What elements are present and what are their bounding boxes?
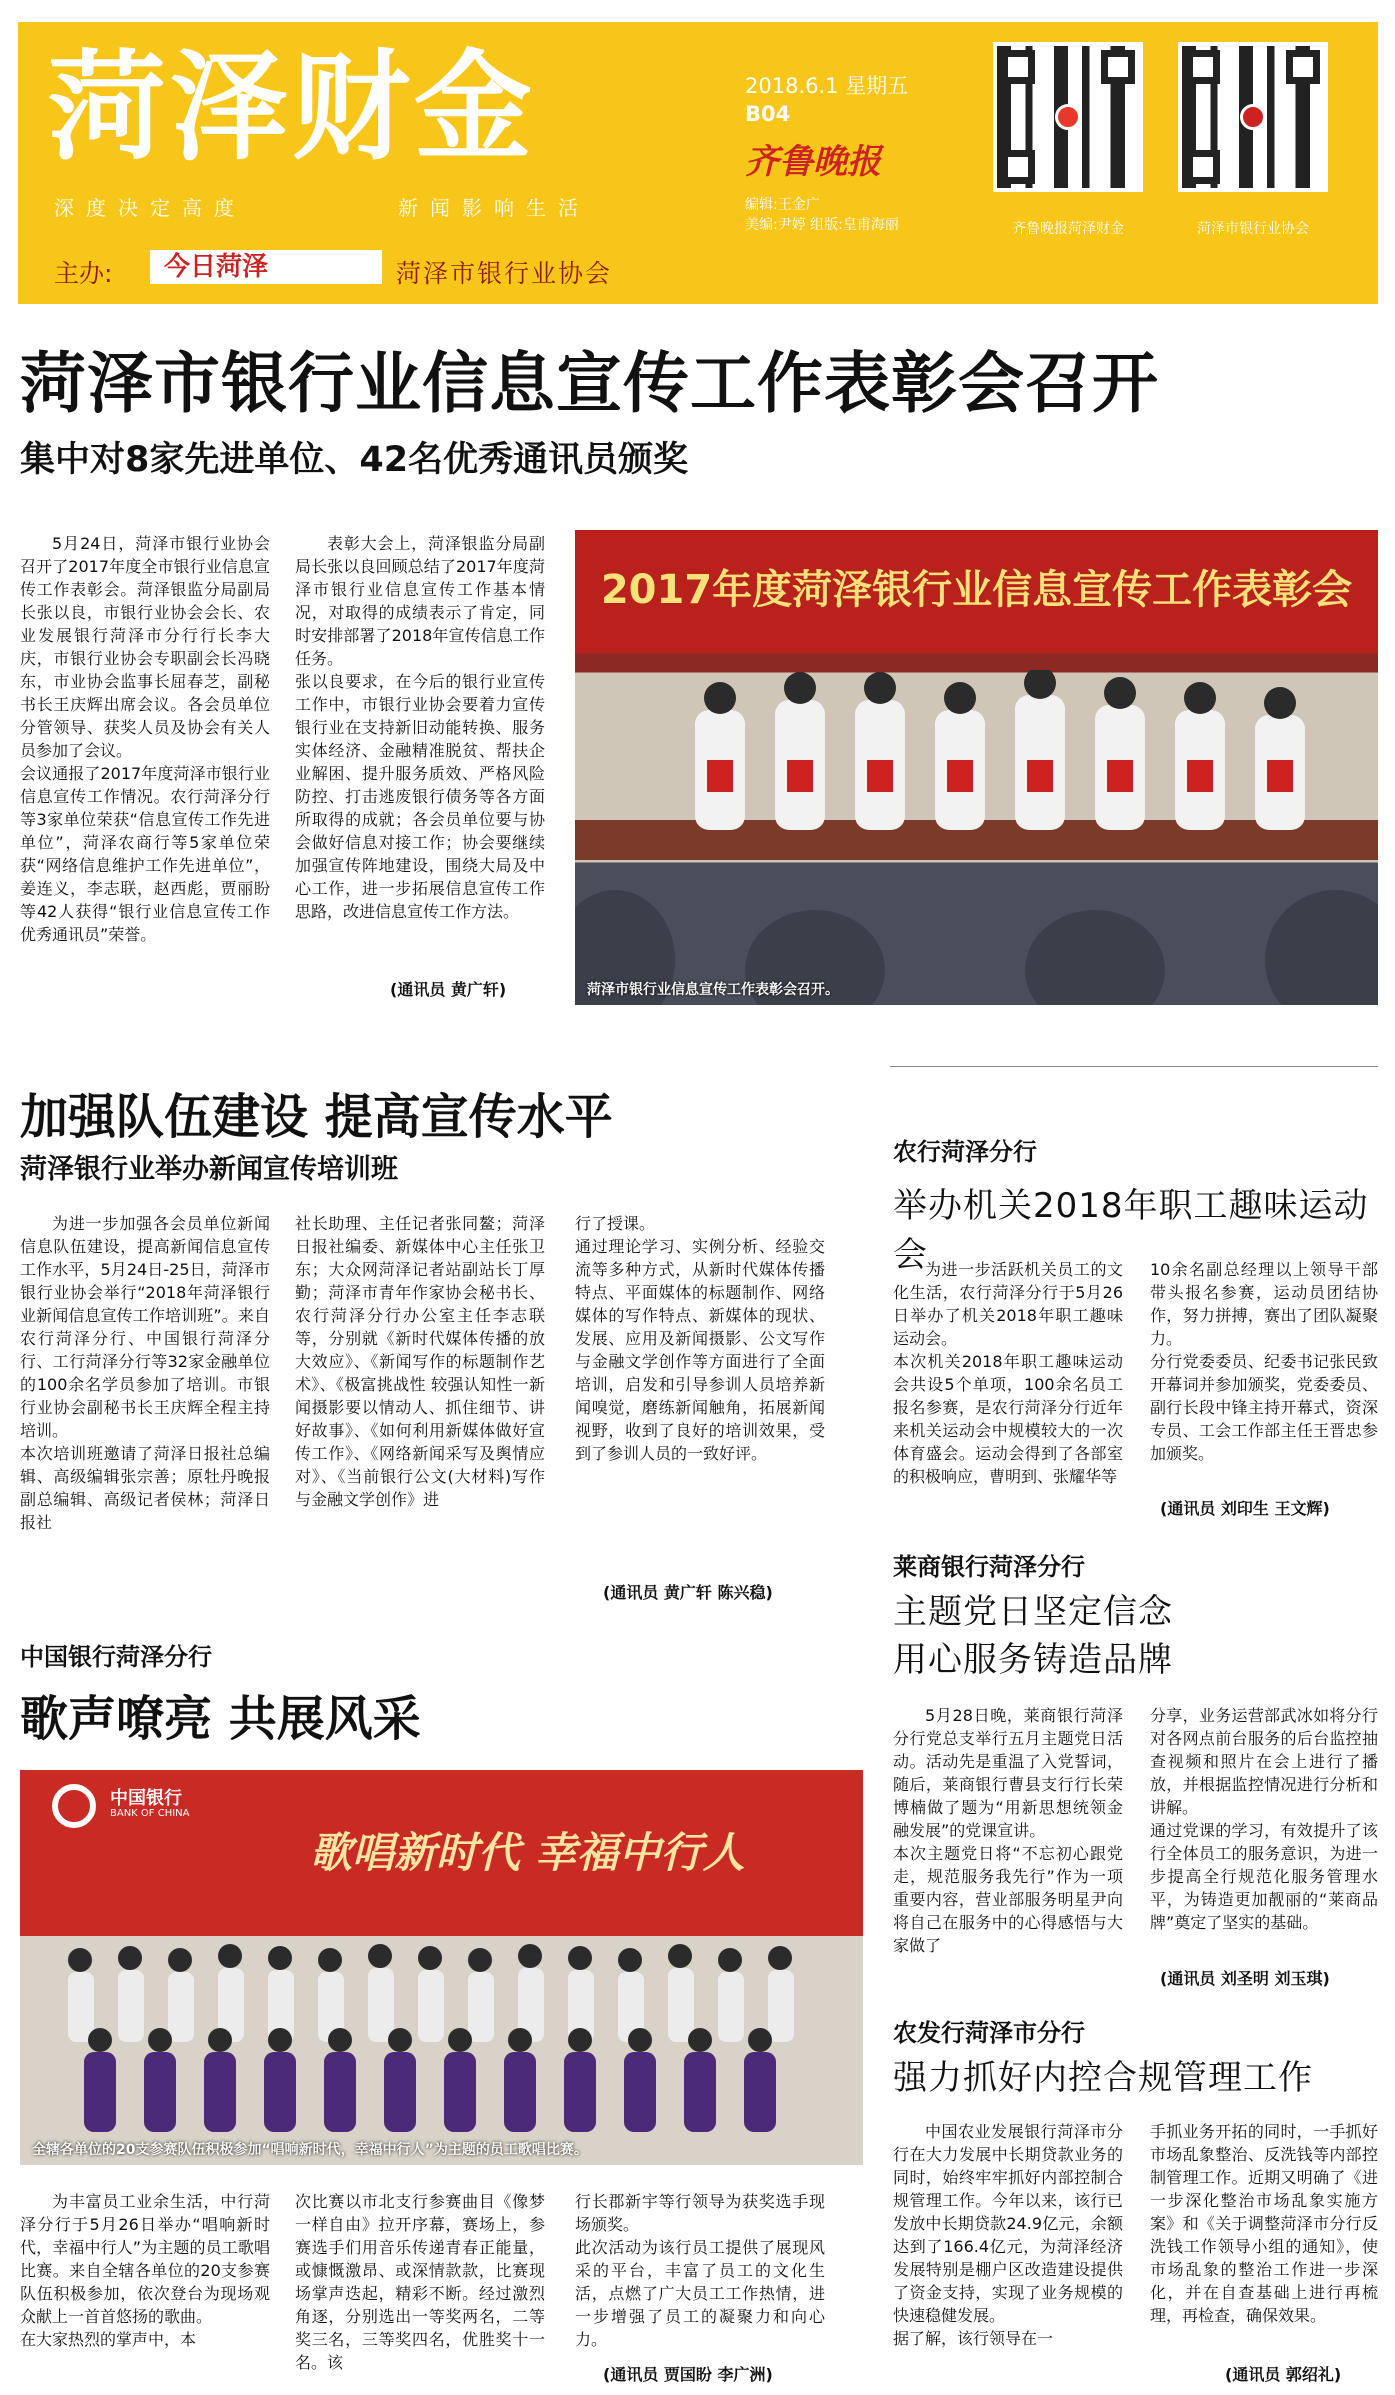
- adbc-kicker: 农发行菏泽市分行: [893, 2019, 1085, 2047]
- laishang-byline: (通讯员 刘圣明 刘玉琪): [1160, 1969, 1330, 1988]
- people-photo-icon: [575, 670, 1378, 1005]
- boc-photo-caption: 全辖各单位的20支参赛队伍积极参加“唱响新时代，幸福中行人”为主题的员工歌唱比赛。: [32, 2142, 588, 2158]
- issue-date: 2018.6.1 星期五: [745, 74, 909, 98]
- page-number: B04: [745, 102, 791, 126]
- training-byline: (通讯员 黄广轩 陈兴稳): [603, 1583, 773, 1602]
- training-column-1: 为进一步加强各会员单位新闻信息队伍建设，提高新闻信息宣传工作水平，5月24日-25日，菏泽市银行业协会举行“2018年菏泽银行业新闻信息宣传工作培训班”。来自农行菏泽分行、中国银行菏泽分行、工行菏泽分行等32家金融单位的100余名学员参加了培训。市银行业协会副秘书长王庆辉全程主持培训。 本次培训班邀请了菏泽日报社总编辑、高级编辑张宗善；原牡丹晚报副总编辑、高级记者侯林；菏泽日报社: [20, 1214, 270, 1532]
- abc-column-2: 10余名副总经理以上领导干部带头报名参赛，运动员团结协作，努力拼搏，赛出了团队凝聚力。 分行党委委员、纪委书记张民致开幕词并参加颁奖，党委委员、副行长段中锋主持开幕式，资深专员、工会工作部主任王晋忠参加颁奖。: [1150, 1260, 1378, 1463]
- boc-photo: [20, 1770, 863, 2165]
- adbc-column-1: 中国农业发展银行菏泽市分行在大力发展中长期贷款业务的同时，始终牢牢抓好内部控制合规管理工作。今年以来，该行已发放中长期贷款24.9亿元，余额达到了166.4亿元，为菏泽经济发展特别是棚户区改造建设提供了资金支持，实现了业务规模的快速稳健发展。 据了解，该行领导在一: [893, 2122, 1123, 2348]
- bank-of-china-logo-icon: [52, 1784, 96, 1828]
- laishang-column-2: 分享，业务运营部武冰如将分行对各网点前台服务的后台监控抽查视频和照片在会上进行了播放，并根据监控情况进行分析和讲解。 通过党课的学习，有效提升了该行全体员工的服务意识，为进一步提高全行规范化服务管理水平，为铸造更加靓丽的“莱商品牌”奠定了坚实的基础。: [1150, 1706, 1378, 1932]
- lead-photo-banner: 2017年度菏泽银行业信息宣传工作表彰会: [600, 567, 1353, 613]
- training-column-2: 社长助理、主任记者张同鳌；菏泽日报社编委、新媒体中心主任张卫东；大众网菏泽记者站副站长丁厚勤；菏泽市青年作家协会秘书长、农行菏泽分行办公室主任李志联等，分别就《新时代媒体传播的放大效应》、《新闻写作的标题制作艺术》、《极富挑战性 较强认知性一新闻摄影要以情动人、抓住细节、讲好故事》、《如何利用新媒体做好宣传工作》、《网络新闻采写及舆情应对》、《当前银行公文(大材料)写作与金融文学创作》进: [295, 1214, 545, 1509]
- boc-photo-logo: 中国银行: [110, 1788, 182, 1809]
- boc-photo-banner: 歌唱新时代 幸福中行人: [310, 1828, 745, 1877]
- design-credit: 美编:尹婷 组版:皇甫海丽: [745, 217, 899, 233]
- abc-kicker: 农行菏泽分行: [893, 1138, 1037, 1166]
- boc-column-1: 为丰富员工业余生活，中行菏泽分行于5月26日举办“唱响新时代，幸福中行人”为主题的员工歌唱比赛。来自全辖各单位的20支参赛队伍积极参加，依次登台为现场观众献上一首首悠扬的歌曲。 在大家热烈的掌声中，本: [20, 2192, 270, 2349]
- host-association: 菏泽市银行业协会: [396, 259, 613, 288]
- group-photo-icon: [20, 1930, 863, 2165]
- abc-column-1: 为进一步活跃机关员工的文化生活，农行菏泽分行于5月26日举办了机关2018年职工趣味运动会。 本次机关2018年职工趣味运动会共设5个单项，100余名员工报名参赛，是农行菏泽分行近年来机关运动会中规模较大的一次体育盛会。运动会得到了各部室的积极响应，曹明到、张耀华等: [893, 1260, 1123, 1486]
- boc-column-3: 行长郡新宇等行领导为获奖选手现场颁奖。 此次活动为该行员工提供了展现风采的平台，丰富了员工的文化生活，点燃了广大员工工作热情，进一步增强了员工的凝聚力和向心力。: [575, 2192, 825, 2349]
- host-badge: 今日菏泽: [150, 250, 382, 284]
- lead-subhead: 集中对8家先进单位、42名优秀通讯员颁奖: [20, 440, 689, 480]
- boc-photo-logo-en: BANK OF CHINA: [110, 1808, 190, 1819]
- lead-photo: [575, 530, 1378, 1005]
- training-column-3: 行了授课。 通过理论学习、实例分析、经验交流等多种方式，从新时代媒体传播特点、平面媒体的标题制作、网络媒体的写作特点、新媒体的现状、发展、应用及新闻摄影、公文写作与金融文学创作等方面进行了全面培训，启发和引导参训人员培养新闻嗅觉，磨练新闻触角，拓展新闻视野，收到了良好的培训效果，受到了参训人员的一致好评。: [575, 1214, 825, 1463]
- adbc-headline: 强力抓好内控合规管理工作: [893, 2058, 1313, 2098]
- training-subhead: 菏泽银行业举办新闻宣传培训班: [20, 1154, 398, 1185]
- boc-headline: 歌声嘹亮 共展风采: [20, 1691, 421, 1747]
- boc-byline: (通讯员 贾国盼 李广洲): [603, 2365, 773, 2384]
- masthead-title: 菏泽财金: [48, 37, 537, 176]
- lead-byline: (通讯员 黄广轩): [390, 980, 507, 999]
- training-headline: 加强队伍建设 提高宣传水平: [20, 1089, 613, 1145]
- brand-logo: 齐鲁晚报: [745, 142, 881, 182]
- laishang-kicker: 莱商银行菏泽分行: [893, 1553, 1085, 1581]
- laishang-headline-2: 用心服务铸造品牌: [893, 1640, 1173, 1680]
- masthead-slogan-left: 深度决定高度: [54, 196, 246, 220]
- lead-photo-caption: 菏泽市银行业信息宣传工作表彰会召开。: [587, 982, 839, 998]
- abc-byline: (通讯员 刘印生 王文辉): [1160, 1499, 1330, 1518]
- adbc-byline: (通讯员 郭绍礼): [1225, 2365, 1342, 2384]
- laishang-column-1: 5月28日晚，莱商银行菏泽分行党总支举行五月主题党日活动。活动先是重温了入党誓词，随后，莱商银行曹县支行行长荣博楠做了题为“用新思想统领金融发展”的党课宣讲。 本次主题党日将“不忘初心跟党走，规范服务我先行”作为一项重要内容，营业部服务明星尹向将自己在服务中的心得感悟与大家做了: [893, 1706, 1123, 1955]
- lead-headline: 菏泽市银行业信息宣传工作表彰会召开: [20, 345, 1159, 422]
- editor-credit: 编辑:王金广: [745, 197, 820, 213]
- boc-kicker: 中国银行菏泽分行: [20, 1643, 212, 1671]
- divider: [890, 1066, 1378, 1067]
- qr-code-icon[interactable]: [1178, 42, 1328, 192]
- adbc-column-2: 手抓业务开拓的同时，一手抓好市场乱象整治、反洗钱等内部控制管理工作。近期又明确了《进一步深化整治市场乱象实施方案》和《关于调整菏泽市分行反洗钱工作领导小组的通知》，使市场乱象的整治工作进一步深化，并在自查基础上进行再梳理，再检查，确保效果。: [1150, 2122, 1378, 2325]
- boc-column-2: 次比赛以市北支行参赛曲目《像梦一样自由》拉开序幕，赛场上，参赛选手们用音乐传递青春正能量，或慷慨激昂、或深情款款，比赛现场掌声迭起，精彩不断。经过激烈角逐，分别选出一等奖两名，二等奖三名，三等奖四名，优胜奖十一名。该: [295, 2192, 545, 2372]
- host-label: 主办:: [54, 259, 113, 288]
- abc-headline: 举办机关2018年职工趣味运动会: [893, 1186, 1369, 1275]
- qr-left-label: 齐鲁晚报菏泽财金: [1012, 221, 1124, 237]
- laishang-headline-1: 主题党日坚定信念: [893, 1592, 1173, 1632]
- qr-code-icon[interactable]: [993, 42, 1143, 192]
- masthead-slogan-right: 新闻影响生活: [398, 196, 590, 220]
- qr-right-label: 菏泽市银行业协会: [1197, 221, 1309, 237]
- masthead: [18, 22, 1378, 304]
- lead-column-2: 表彰大会上，菏泽银监分局副局长张以良回顾总结了2017年度菏泽市银行业信息宣传工作基本情况，对取得的成绩表示了肯定，同时安排部署了2018年宣传信息工作任务。 张以良要求，在今后的银行业宣传工作中，市银行业协会要着力宣传银行业在支持新旧动能转换、服务实体经济、金融精准脱贫、帮扶企业解困、提升服务质效、严格风险防控、打击逃废银行债务等各方面所取得的成就；各会员单位要与协会做好信息对接工作；协会要继续加强宣传阵地建设，围绕大局及中心工作，进一步拓展信息宣传工作思路，改进信息宣传工作方法。: [295, 534, 545, 921]
- lead-column-1: 5月24日，菏泽市银行业协会召开了2017年度全市银行业信息宣传工作表彰会。菏泽银监分局副局长张以良，市银行业协会会长、农业发展银行菏泽市分行行长李大庆，市银行业协会专职副会长冯晓东，市业协会监事长屈春芝，副秘书长王庆辉出席会议。各会员单位分管领导、获奖人员及协会有关人员参加了会议。 会议通报了2017年度菏泽市银行业信息宣传工作情况。农行菏泽分行等3家单位荣获“信息宣传工作先进单位”，菏泽农商行等5家单位荣获“网络信息维护工作先进单位”，姜连义，李志联，赵西彪，贾丽盼等42人获得“银行业信息宣传工作优秀通讯员”荣誉。: [20, 534, 270, 944]
